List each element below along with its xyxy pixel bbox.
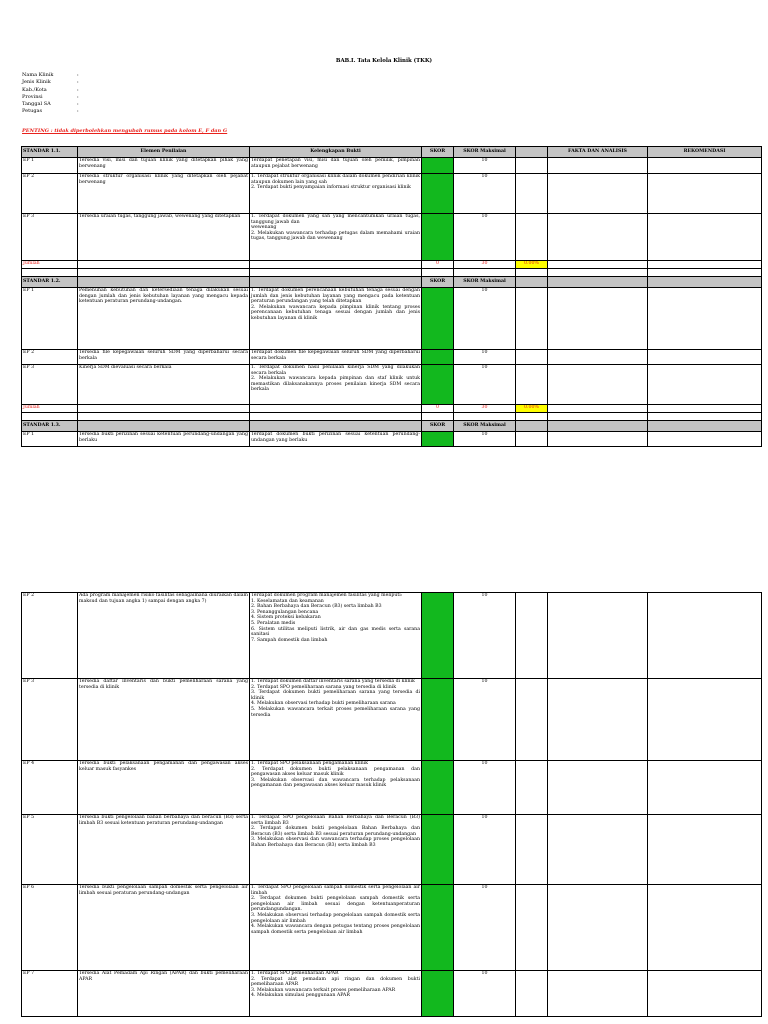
blank-cell[interactable]	[516, 365, 548, 405]
kelengkapan-bukti: 1. Terdapat dokumen yang sah yang mencantumkan uraian tugas, tanggung jawab dan wewenang 2. Melakukan wawancara terhadap petugas dalam memahami uraian tugas, tanggung jawab dan wewenang	[250, 214, 422, 261]
column-header-rekomendasi	[648, 277, 762, 288]
rekomendasi-cell[interactable]	[648, 288, 762, 350]
fakta-analisis-cell[interactable]	[548, 679, 648, 761]
column-header-rekomendasi	[648, 421, 762, 432]
blank-cell[interactable]	[516, 971, 548, 1017]
skor-maksimal: 10	[454, 174, 516, 214]
ep-code: EP 7	[22, 971, 78, 1017]
rekomendasi-cell[interactable]	[648, 593, 762, 679]
table-row	[22, 761, 762, 815]
rekomendasi-cell[interactable]	[648, 350, 762, 365]
standard-header-row	[22, 277, 762, 288]
ep-code: EP 3	[22, 214, 78, 261]
rekomendasi-cell[interactable]	[648, 158, 762, 174]
fakta-analisis-cell[interactable]	[548, 971, 648, 1017]
rekomendasi-cell[interactable]	[648, 971, 762, 1017]
ep-code: EP 3	[22, 365, 78, 405]
kelengkapan-bukti: Terdapat dokumen bukti perizinan sesuai ketentuan perundang-undangan yang berlaku	[250, 432, 422, 447]
column-header-elemen	[78, 277, 250, 288]
ep-code: EP 2	[22, 174, 78, 214]
meta-label: Tanggal SA	[22, 101, 51, 108]
total-label: Jumlah	[22, 261, 78, 269]
document-page-2	[0, 590, 768, 1024]
standard-code: STANDAR 1.1.	[22, 147, 78, 158]
formula-warning: PENTING : tidak diperbolehkan mengubah rumus pada kolom E, F dan G	[22, 128, 228, 134]
elemen-penilaian: Tersedia struktur organisasi klinik yang ditetapkan oleh pejabat berwenang	[78, 174, 250, 214]
skor-maksimal: 10	[454, 761, 516, 815]
meta-separator: :	[77, 101, 79, 108]
column-header-elemen: Elemen Penilaian	[78, 147, 250, 158]
meta-row	[22, 87, 79, 94]
total-label: Jumlah	[22, 405, 78, 413]
elemen-penilaian: Tersedia bukti pengelolaan bahan berbahaya dan beracun (B3) serta limbah B3 sesuai ketentuan peraturan perundang-undangan	[78, 815, 250, 885]
fakta-analisis-cell[interactable]	[548, 214, 648, 261]
skor-maksimal: 10	[454, 288, 516, 350]
table-row	[22, 158, 762, 174]
skor-input[interactable]	[422, 158, 454, 174]
rekomendasi-cell[interactable]	[648, 214, 762, 261]
clinic-identity-block	[22, 72, 79, 116]
elemen-penilaian: Pemenuhan kebutuhan dan ketersediaan tenaga dilakukan sesuai dengan jumlah dan jenis kebutuhan layanan yang mengacu kepada ketentuan peraturan perundang-undangan.	[78, 288, 250, 350]
ep-code: EP 2	[22, 593, 78, 679]
meta-label: Provinsi	[22, 93, 43, 100]
skor-input[interactable]	[422, 432, 454, 447]
standard-header-row	[22, 421, 762, 432]
meta-separator: :	[77, 108, 79, 115]
column-header-fakta	[548, 277, 648, 288]
blank-cell[interactable]	[516, 885, 548, 971]
rekomendasi-cell[interactable]	[648, 815, 762, 885]
rekomendasi-cell[interactable]	[648, 432, 762, 447]
meta-separator: :	[77, 72, 79, 78]
blank-cell[interactable]	[516, 679, 548, 761]
meta-label: Kab./Kota	[22, 86, 47, 93]
meta-label: Nama Klinik	[22, 72, 54, 78]
kelengkapan-bukti: Terdapat dokumen program manajemen fasilitas yang meliputi: 1. Keselamatan dan keamanan 2. Bahan Berbahaya dan Beracun (B3) serta limbah B3 3. Penanggulangan bencana 4. Sistem proteksi kebakaran 5. Peralatan medis 6. Sistem utilitas meliputi listrik, air dan gas medis serta sarana sanitasi 7. Sampah domestik dan limbah	[250, 593, 422, 679]
fakta-analisis-cell[interactable]	[548, 815, 648, 885]
ep-code: EP 2	[22, 350, 78, 365]
skor-maksimal: 10	[454, 158, 516, 174]
elemen-penilaian: Tersedia bukti pelaksanaan pengamanan dan pengawasan akses keluar masuk fasyankes	[78, 761, 250, 815]
column-header-blank	[516, 147, 548, 158]
table-row	[22, 214, 762, 261]
total-percentage: 0.00%	[516, 261, 548, 269]
blank-cell[interactable]	[516, 815, 548, 885]
skor-maksimal: 10	[454, 214, 516, 261]
meta-label: Petugas	[22, 108, 43, 115]
ep-code: EP 1	[22, 288, 78, 350]
skor-maksimal: 10	[454, 815, 516, 885]
elemen-penilaian: Tersedia Alat Pemadam Api Ringan (APAR) dan bukti pemeliharaan APAR	[78, 971, 250, 1017]
kelengkapan-bukti: 1. Terdapat SPO pengelolaan sampah domestik serta pengelolaan air limbah 2. Terdapat dokumen bukti pengelolaan sampah domestik serta pengelolaan air limbah sesuai dengan ketentuanperaturan perundangundangan. 3. Melakukan observasi terhadap pengelolaan sampah domestik serta pengelolaan air limbah 4. Melakukan wawancara dengan petugas tentang proses pengelolaan sampah domestik serta pengelolaan air limbah	[250, 885, 422, 971]
skor-input[interactable]	[422, 365, 454, 405]
table-row	[22, 365, 762, 405]
kelengkapan-bukti: Terdapat penetapan visi, misi dan tujuan oleh pemilik, pimpinan ataupun pejabat berwenang	[250, 158, 422, 174]
total-percentage: 0.00%	[516, 405, 548, 413]
column-header-elemen	[78, 421, 250, 432]
elemen-penilaian: Tersedia file kepegawaian seluruh SDM yang diperbaharui secara berkala	[78, 350, 250, 365]
meta-separator: :	[77, 86, 79, 93]
column-header-blank	[516, 421, 548, 432]
column-header-skor: SKOR	[422, 421, 454, 432]
table-row	[22, 815, 762, 885]
fakta-analisis-cell[interactable]	[548, 288, 648, 350]
elemen-penilaian: Ada program manajemen risiko fasilitas sebagaimana diuraikan dalam maksud dan tujuan angka 1) sampai dengan angka 7)	[78, 593, 250, 679]
kelengkapan-bukti: 1. Terdapat struktur organisasi klinik dalam dokumen pendirian klinik ataupun dokumen lain yang sah 2. Terdapat bukti penyampaian informasi struktur organisasi klinik	[250, 174, 422, 214]
skor-input[interactable]	[422, 679, 454, 761]
skor-input[interactable]	[422, 350, 454, 365]
column-header-bukti: Kelengkapan Bukti	[250, 147, 422, 158]
spacer-row	[22, 269, 762, 277]
meta-row	[22, 94, 79, 101]
column-header-skor: SKOR	[422, 147, 454, 158]
meta-separator: :	[77, 93, 79, 100]
column-header-fakta: FAKTA DAN ANALISIS	[548, 147, 648, 158]
elemen-penilaian: Tersedia bukti perizinan sesuai ketentuan perundang-undangan yang berlaku	[78, 432, 250, 447]
table-row	[22, 432, 762, 447]
skor-input[interactable]	[422, 214, 454, 261]
kelengkapan-bukti: 1. Terdapat dokumen daftar inventaris sarana yang tersedia di klinik 2. Terdapat SPO pemeliharaan sarana yang tersedia di klinik 3. Terdapat dokumen bukti pemeliharaan sarana yang tersedia di klinik 4. Melakukan observasi terhadap bukti pemeliharaan sarana 5. Melakukan wawancara terkait proses pemeliharaan sarana yang tersedia	[250, 679, 422, 761]
fakta-analisis-cell[interactable]	[548, 432, 648, 447]
fakta-analisis-cell[interactable]	[548, 158, 648, 174]
table-row	[22, 350, 762, 365]
fakta-analisis-cell[interactable]	[548, 593, 648, 679]
elemen-penilaian: Tersedia visi, misi dan tujuan klinik yang ditetapkan pihak yang berwenang	[78, 158, 250, 174]
total-row	[22, 405, 762, 413]
skor-input[interactable]	[422, 815, 454, 885]
ep-code: EP 4	[22, 761, 78, 815]
blank-cell[interactable]	[516, 158, 548, 174]
elemen-penilaian: Kinerja SDM dievaluasi secara berkala	[78, 365, 250, 405]
blank-cell[interactable]	[516, 214, 548, 261]
rekomendasi-cell[interactable]	[648, 365, 762, 405]
skor-input[interactable]	[422, 288, 454, 350]
table-row	[22, 174, 762, 214]
skor-maksimal: 10	[454, 365, 516, 405]
column-header-skor-max: SKOR Maksimal	[454, 421, 516, 432]
rekomendasi-cell[interactable]	[648, 761, 762, 815]
total-skor: 0	[422, 405, 454, 413]
meta-row	[22, 101, 79, 108]
column-header-blank	[516, 277, 548, 288]
spacer-row	[22, 413, 762, 421]
skor-input[interactable]	[422, 885, 454, 971]
total-skor: 0	[422, 261, 454, 269]
meta-row	[22, 72, 79, 79]
column-header-rekomendasi: REKOMENDASI	[648, 147, 762, 158]
assessment-table-continued	[21, 592, 762, 1017]
total-skor-maksimal: 30	[454, 261, 516, 269]
column-header-skor-max: SKOR Maksimal	[454, 147, 516, 158]
skor-maksimal: 10	[454, 679, 516, 761]
skor-input[interactable]	[422, 593, 454, 679]
ep-code: EP 3	[22, 679, 78, 761]
kelengkapan-bukti: Terdapat dokumen file kepegawaian seluruh SDM yang diperbaharui secara berkala	[250, 350, 422, 365]
kelengkapan-bukti: 1. Terdapat dokumen hasil penilaian kinerja SDM yang dilakukan secara berkala 2. Melakukan wawancara kepada pimpinan dan staf klinik untuk memastikan dilaksanakannya proses penilaian kinerja SDM secara berkala	[250, 365, 422, 405]
meta-separator: :	[77, 79, 79, 86]
kelengkapan-bukti: 1. Terdapat SPO pengelolaan Bahan Berbahaya dan Beracun (B3) serta limbah B3 2. Terdapat dokumen bukti pengelolaan Bahan Berbahaya dan Beracun (B3) serta limbah B3 sesuai peraturan perundang-undangan 3. Melakukan observasi dan wawancara terhadap proses pengelolaan Bahan Berbahaya dan Beracun (B3) serta limbah B3	[250, 815, 422, 885]
column-header-bukti	[250, 277, 422, 288]
elemen-penilaian: Tersedia bukti pengelolaan sampah domestik serta pengelolaan air limbah sesuai peraturan perundang-undangan	[78, 885, 250, 971]
assessment-table	[21, 146, 762, 447]
rekomendasi-cell[interactable]	[648, 174, 762, 214]
skor-maksimal: 10	[454, 432, 516, 447]
meta-label: Jenis Klinik	[22, 79, 51, 86]
blank-cell[interactable]	[516, 174, 548, 214]
standard-code: STANDAR 1.3.	[22, 421, 78, 432]
fakta-analisis-cell[interactable]	[548, 350, 648, 365]
fakta-analisis-cell[interactable]	[548, 365, 648, 405]
standard-header-row	[22, 147, 762, 158]
kelengkapan-bukti: 1. Terdapat dokumen perencanaan kebutuhan tenaga sesuai dengan jumlah dan jenis kebutuhan layanan yang mengacu pada ketentuan peraturan perundangan yang telah ditetapkan 2. Melakukan wawancara kepada pimpinan klinik tentang proses perencanaan kebutuhan tenaga sesuai dengan jumlah dan jenis kebutuhan layanan di klinik	[250, 288, 422, 350]
skor-maksimal: 10	[454, 593, 516, 679]
column-header-fakta	[548, 421, 648, 432]
fakta-analisis-cell[interactable]	[548, 174, 648, 214]
standard-code: STANDAR 1.2.	[22, 277, 78, 288]
total-skor-maksimal: 30	[454, 405, 516, 413]
rekomendasi-cell[interactable]	[648, 885, 762, 971]
skor-maksimal: 10	[454, 971, 516, 1017]
blank-cell[interactable]	[516, 350, 548, 365]
column-header-skor-max: SKOR Maksimal	[454, 277, 516, 288]
blank-cell[interactable]	[516, 593, 548, 679]
table-row	[22, 885, 762, 971]
skor-input[interactable]	[422, 761, 454, 815]
kelengkapan-bukti: 1. Terdapat SPO pelaksanaan pengamanan klinik 2. Terdapat dokumen bukti pelaksanaan pengamanan dan pengawasan akses keluar masuk klinik 3. Melakukan observasi dan wawancara terhadap pelaksanaan pengamanan dan pengawasan akses keluar masuk klinik	[250, 761, 422, 815]
skor-maksimal: 10	[454, 350, 516, 365]
table-row	[22, 593, 762, 679]
rekomendasi-cell[interactable]	[648, 679, 762, 761]
kelengkapan-bukti: 1. Terdapat SPO pemeliharaan APAR 2. Terdapat alat pemadam api ringan dan dokumen bukti pemeliharaan APAR 3. Melakukan wawancara terkait proses pemeliharaan APAR 4. Melakukan simulasi penggunaan APAR	[250, 971, 422, 1017]
skor-input[interactable]	[422, 174, 454, 214]
ep-code: EP 5	[22, 815, 78, 885]
ep-code: EP 6	[22, 885, 78, 971]
meta-row	[22, 79, 79, 86]
ep-code: EP 1	[22, 158, 78, 174]
fakta-analisis-cell[interactable]	[548, 761, 648, 815]
elemen-penilaian: Tersedia daftar inventaris dan bukti pemeliharaan sarana yang tersedia di klinik	[78, 679, 250, 761]
table-row	[22, 288, 762, 350]
blank-cell[interactable]	[516, 288, 548, 350]
column-header-bukti	[250, 421, 422, 432]
table-row	[22, 971, 762, 1017]
elemen-penilaian: Tersedia uraian tugas, tanggung jawab, wewenang yang ditetapkan	[78, 214, 250, 261]
fakta-analisis-cell[interactable]	[548, 885, 648, 971]
ep-code: EP 1	[22, 432, 78, 447]
total-row	[22, 261, 762, 269]
column-header-skor: SKOR	[422, 277, 454, 288]
skor-input[interactable]	[422, 971, 454, 1017]
blank-cell[interactable]	[516, 432, 548, 447]
blank-cell[interactable]	[516, 761, 548, 815]
meta-row	[22, 108, 79, 115]
table-row	[22, 679, 762, 761]
skor-maksimal: 10	[454, 885, 516, 971]
document-title: BAB.I. Tata Kelola Klinik (TKK)	[335, 58, 433, 64]
